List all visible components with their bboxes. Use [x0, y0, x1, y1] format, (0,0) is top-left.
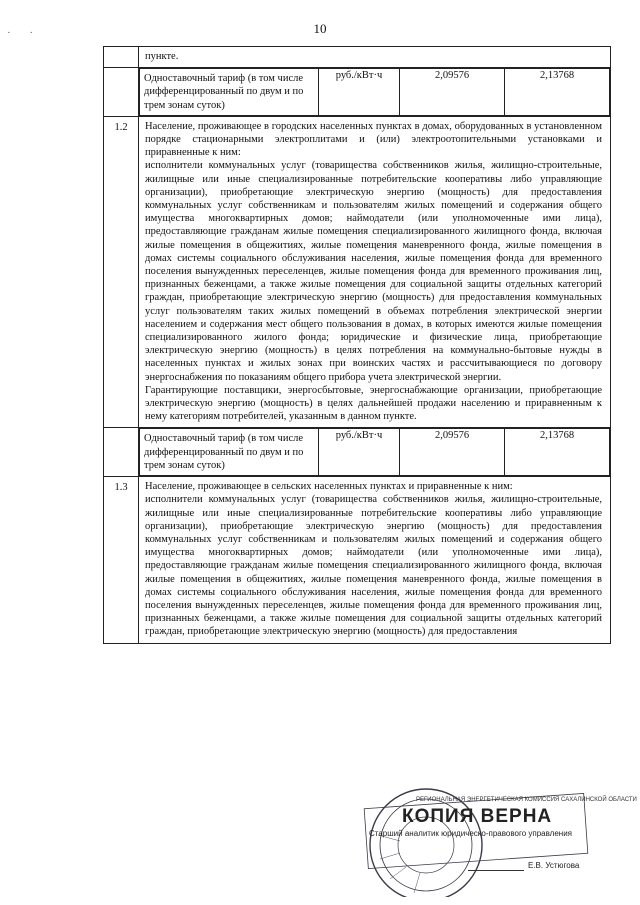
paragraph: пункте.: [145, 51, 179, 62]
tariff-cell: [139, 428, 611, 477]
scan-marks: · ·: [7, 27, 42, 39]
row-number-empty: [104, 47, 139, 68]
table-row: [104, 116, 611, 428]
tariff-subtable: [139, 428, 610, 476]
paragraph: исполнители коммунальных услуг (товарищества собственников жилья, жилищно-строительные, жилищные или иные специализированные потребительские кооперативы либо управляющие организации), приобретающие электрическую энергию (мощность) для предоставления коммунальных услуг собственникам и пользователям жилых помещений и содержания общего имущества многоквартирных домов; наймодатели (или уполномоченные ими лица), предоставляющие гражданам жилые помещения специализированного жилищного фонда, включая жилые помещения в общежитиях, жилые помещения маневренного фонда, жилые помещения в домах системы социального обслуживания населения, жилые помещения фонда для временного поселения вынужденных переселенцев, жилые помещения фонда для временного проживания лиц, признанных беженцами, а также жилые помещения для социальной защиты отдельных категорий граждан, приобретающие электрическую энергию (мощность) для предоставления: [145, 494, 602, 638]
tariff-name: Одноставочный тариф (в том числе дифференцированный по двум и по трем зонам суток): [140, 69, 319, 116]
paragraph: Население, проживающее в городских населенных пунктах в домах, оборудованных в установленном порядке стационарными электроплитами и (или) электроотопительными установками и приравненные к ним:: [145, 120, 602, 159]
tariff-table: [103, 46, 611, 644]
paragraph: Гарантирующие поставщики, энергосбытовые, энергоснабжающие организации, приобретающие электрическую энергию (мощность) в целях дальнейшей продажи населению и приравненным к нему категориям потребителей, указанным в данном пункте.: [145, 384, 602, 423]
tariff-value-2: 2,13768: [505, 69, 610, 116]
page-number: 10: [313, 21, 327, 36]
table-row: [104, 47, 611, 68]
row-number: 1.2: [104, 116, 139, 428]
tariff-unit: руб./кВт·ч: [319, 69, 400, 116]
row-description: [139, 116, 611, 428]
tariff-name: Одноставочный тариф (в том числе дифференцированный по двум и по трем зонам суток): [140, 429, 319, 476]
tariff-value-2: 2,13768: [505, 429, 610, 476]
paragraph: исполнители коммунальных услуг (товарищества собственников жилья, жилищно-строительные, жилищные или иные специализированные потребительские кооперативы либо управляющие организации), приобретающие электрическую энергию (мощность) для предоставления коммунальных услуг собственникам и пользователям жилых помещений и содержания общего имущества многоквартирных домов; наймодатели (или уполномоченные ими лица), предоставляющие гражданам жилые помещения специализированного жилищного фонда, включая жилые помещения в общежитиях, жилые помещения маневренного фонда, жилые помещения в домах системы социального обслуживания населения, жилые помещения фонда для временного поселения вынужденных переселенцев, жилые помещения фонда для временного проживания лиц, признанных беженцами, а также жилые помещения для социальной защиты отдельных категорий граждан, приобретающие электрическую энергию (мощность) для предоставления коммунальных услуг пользователям таких жилых помещений в объемах потребления электрической энергии населением и содержания мест общего пользования в домах, в которых имеются жилые помещения специализированного жилого фонда; юридические и физические лица, приобретающие электрическую энергию (мощность) в целях потребления на коммунально-бытовые нужды в населенных пунктах и жилых зонах при воинских частях и рассчитывающиеся по договору энергоснабжения по показаниям общего прибора учета электрической энергии.: [145, 160, 602, 383]
tariff-row: [104, 68, 611, 117]
row-number: 1.3: [104, 477, 139, 643]
paragraph: Население, проживающее в сельских населенных пунктах и приравненные к ним:: [145, 481, 513, 493]
table-row: [104, 477, 611, 643]
tariff-unit: руб./кВт·ч: [319, 429, 400, 476]
tariff-subtable: [139, 68, 610, 116]
row-description: [139, 47, 611, 68]
tariff-value-1: 2,09576: [400, 69, 505, 116]
tariff-value-1: 2,09576: [400, 429, 505, 476]
tariff-cell: [139, 68, 611, 117]
stamp-organization: РЕГИОНАЛЬНАЯ ЭНЕРГЕТИЧЕСКАЯ КОМИССИЯ САХАЛИНСКОЙ ОБЛАСТИ: [416, 797, 637, 803]
row-number-empty: [104, 68, 139, 117]
stamp-title: КОПИЯ ВЕРНА: [402, 806, 553, 827]
signature-line: [468, 870, 524, 871]
stamp-signer: Е.В. Устюгова: [528, 861, 580, 870]
stamp-role: Старший аналитик юридическо-правового управления: [369, 829, 573, 838]
tariff-row: [104, 428, 611, 477]
row-description: [139, 477, 611, 643]
row-number-empty: [104, 428, 139, 477]
